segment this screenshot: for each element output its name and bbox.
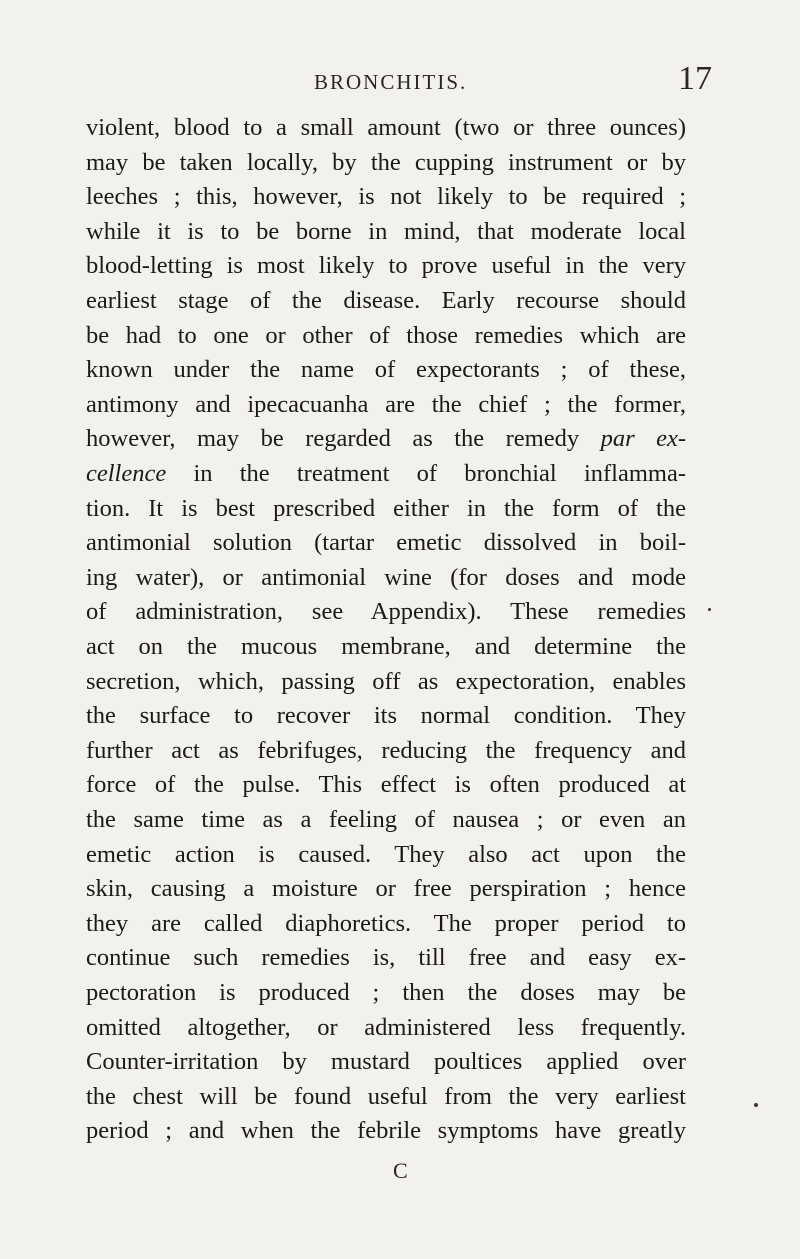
text-line: the surface to recover its normal condition. They xyxy=(86,702,686,730)
running-head xyxy=(0,60,800,104)
text-line: force of the pulse. This effect is often produced at xyxy=(86,771,686,799)
italic-phrase: par ex- xyxy=(600,425,686,453)
text-line: act on the mucous membrane, and determine the xyxy=(86,633,686,660)
text-line: further act as febrifuges, reducing the frequency and xyxy=(86,736,686,764)
text-line: leeches ; this, however, is not likely to be required ; xyxy=(86,183,686,211)
signature-mark: C xyxy=(393,1158,408,1183)
ink-speck xyxy=(708,608,711,611)
text-line: they are called diaphoretics. The proper period to xyxy=(86,909,686,937)
text-line: period ; and when the febrile symptoms have greatly xyxy=(86,1117,686,1145)
italic-phrase: cellence xyxy=(86,460,167,487)
text-line: of administration, see Appendix). These remedies xyxy=(86,598,686,626)
text-line: violent, blood to a small amount (two or three ounces) xyxy=(86,114,686,141)
text-line: omitted altogether, or administered less frequently. xyxy=(86,1013,686,1041)
text-line: blood-letting is most likely to prove useful in the very xyxy=(86,252,686,280)
text-line: may be taken locally, by the cupping instrument or by xyxy=(86,148,686,176)
text-line: pectoration is produced ; then the doses may be xyxy=(86,979,686,1006)
text-line: the same time as a feeling of nausea ; or even an xyxy=(86,806,686,833)
text-line: ing water), or antimonial wine (for doses and mode xyxy=(86,563,686,591)
ink-speck xyxy=(754,1103,758,1107)
text-line: earliest stage of the disease. Early recourse should xyxy=(86,287,686,314)
text-line: Counter-irritation by mustard poultices applied over xyxy=(86,1048,686,1076)
text-line: antimonial solution (tartar emetic dissolved in boil- xyxy=(86,529,686,557)
text-line: antimony and ipecacuanha are the chief ; the former, xyxy=(86,390,686,418)
text-line: cellence in the treatment of bronchial inflamma- xyxy=(86,460,686,487)
text-line: be had to one or other of those remedies which are xyxy=(86,321,686,349)
text-line: however, may be regarded as the remedy par ex- xyxy=(86,425,686,453)
text-line: emetic action is caused. They also act upon the xyxy=(86,840,686,868)
text-line: tion. It is best prescribed either in the form of the xyxy=(86,494,686,522)
text-line: while it is to be borne in mind, that moderate local xyxy=(86,217,686,245)
running-title: BRONCHITIS. xyxy=(314,70,468,94)
text-line: skin, causing a moisture or free perspiration ; hence xyxy=(86,875,686,903)
text-line: continue such remedies is, till free and easy ex- xyxy=(86,944,686,972)
text-line: the chest will be found useful from the very earliest xyxy=(86,1082,686,1110)
page-number: 17 xyxy=(678,60,712,97)
text-line: known under the name of expectorants ; of these, xyxy=(86,356,686,384)
text-line: secretion, which, passing off as expectoration, enables xyxy=(86,667,686,695)
